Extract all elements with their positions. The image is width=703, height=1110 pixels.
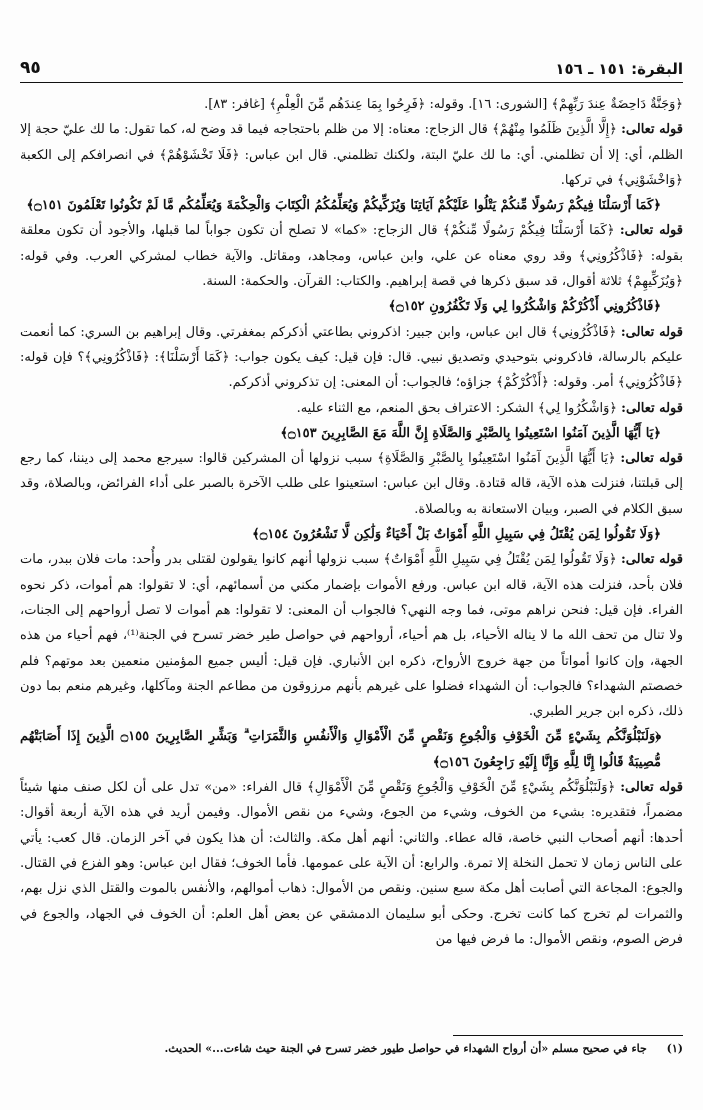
paragraph-text: ﴿وَلَنَبْلُوَنَّكُم بِشَيْءٍ مِّنَ الْخَوْفِ وَالْجُوعِ وَنَقْصٍ مِّنَ الْأَمْوَالِ﴾ قال الفراء: «من» تدل على أن لكل صنف منها شيئاً مضمراً، فتقديره: بشيء من الخوف، وشيء من الجوع، وشيء من نقص الأموال. وفيمن أريد في هذه الآية أربعة أقوال: أحدها: أنهم أصحاب النبي خاصة، قاله عطاء. والثاني: أنهم أهل مكة. والثالث: أن هذا يكون في آخر الزمان. قال كعب: يأتي على الناس زمان لا تحمل النخلة إلا تمرة. والرابع: أن الآية على عمومها. فأما الخوف؛ فقال ابن عباس: وهو الفزع في القتال. والجوع: المجاعة التي أصابت أهل مكة سبع سنين. ونقص من الأموال: ذهاب أموالهم، والأنفس بالموت والقتل الذي نزل بهم، والثمرات لم تخرج كما كانت تخرج. وحكى أبو سليمان الدمشقي عن بعض أهل العلم: أن الخوف في الجهاد، والجوع في فرض الصوم، ونقص الأموال: ما فرض فيها من <box>20 780 683 947</box>
paragraph-lead: قوله تعالى: <box>620 552 683 568</box>
footnote <box>20 1040 683 1058</box>
commentary-paragraph <box>20 547 683 724</box>
paragraph-text: ﴿وَاشْكُرُوا لِي﴾ الشكر: الاعتراف بحق المنعم، مع الثناء عليه. <box>296 400 618 416</box>
paragraph-text: ﴿فَاذْكُرُونِي﴾ قال ابن عباس، وابن جبير: اذكروني بطاعتي أذكركم بمغفرتي. وقال إبراهيم بن السري: كما أنعمت عليكم بالرسالة، فاذكروني بتوحيدي وتصديق نبيي. قال: فإن قيل: كيف يكون جواب: ﴿كَمَا أَرْسَلْنَا﴾: ﴿فَاذْكُرُونِي﴾؟ فإن قوله: ﴿فَاذْكُرُونِي﴾ أمر. وقوله: ﴿أَذْكُرْكُمْ﴾ جزاؤه؛ فالجواب: أن المعنى: إن تذكروني أذكركم. <box>20 324 683 391</box>
commentary-paragraph <box>20 92 683 117</box>
paragraph-text: ﴿وَجَنَّةٌ دَاحِضَةٌ عِندَ رَبِّهِمْ﴾ [الشورى: ١٦]. وقوله: ﴿فَرِحُوا بِمَا عِندَهُم مِّنَ الْعِلْمِ﴾ [غافر: ٨٣]. <box>204 97 683 112</box>
footnote-divider <box>453 1035 683 1036</box>
commentary-paragraph <box>20 775 683 952</box>
paragraph-lead: قوله تعالى: <box>620 451 683 467</box>
paragraph-lead: قوله تعالى: <box>621 400 683 416</box>
footnote-marker: (١) <box>666 1042 683 1055</box>
footnote-text: جاء في صحيح مسلم «أن أرواح الشهداء في حواصل طيور خضر تسرح في الجنة حيث شاءت...» الحديث. <box>164 1042 647 1055</box>
commentary-paragraph <box>20 396 683 421</box>
page-header <box>20 60 683 83</box>
page-body <box>20 92 683 1012</box>
commentary-paragraph <box>20 320 683 396</box>
paragraph-lead: قوله تعالى: <box>621 122 683 138</box>
chapter-title: البقرة: ١٥١ ـ ١٥٦ <box>555 60 683 78</box>
paragraph-lead: قوله تعالى: <box>620 324 683 340</box>
commentary-paragraph <box>20 446 683 522</box>
quran-verse: ﴿وَلَا تَقُولُوا لِمَن يُقْتَلُ فِي سَبِيلِ اللَّهِ أَمْوَاتٌ بَلْ أَحْيَاءٌ وَلَٰكِن لَّا تَشْعُرُونَ ۝١٥٤﴾ <box>252 527 661 543</box>
quran-verse: ﴿يَا أَيُّهَا الَّذِينَ آمَنُوا اسْتَعِينُوا بِالصَّبْرِ وَالصَّلَاةِ إِنَّ اللَّهَ مَعَ الصَّابِرِينَ ۝١٥٣﴾ <box>280 425 661 441</box>
paragraph-text: ﴿وَلَا تَقُولُوا لِمَن يُقْتَلُ فِي سَبِيلِ اللَّهِ أَمْوَاتٌ﴾ سبب نزولها أنهم كانوا يقولون لقتلى بدر وأُحد: مات فلان ببدر، مات فلان بأحد، فنزلت هذه الآية، قاله ابن عباس. ورفع الأموات بإضمار مكني من أسمائهم، أي: لا تقولوا: هم أموات، ذكر نحوه الفراء. فإن قيل: فنحن نراهم موتى، فما وجه النهي؟ فالجواب أن المعنى: لا تقولوا: هم أموات لا تصل أرواحهم إلى الجنات، ولا تنال من تحف الله ما لا يناله الأحياء، بل هم أحياء، أرواحهم في حواصل طير خضر تسرح في الجنة⁽¹⁾، فهم أحياء من هذه الجهة، وإن كانوا أمواتاً من جهة خروج الأرواح، ذكره ابن الأنباري. فإن قيل: أليس جميع المؤمنين منعمين بعد موتهم؟ فلم خصصتم الشهداء؟ فالجواب: أن الشهداء فضلوا على غيرهم بأنهم مرزوقون من مطاعم الجنة ومآكلها، وغيرهم منعم بما دون ذلك، ذكره ابن جرير الطبري. <box>20 552 683 720</box>
commentary-paragraph <box>20 117 683 193</box>
paragraph-lead: قوله تعالى: <box>619 223 683 239</box>
page-number: ٩٥ <box>20 58 41 78</box>
quran-verse: ﴿كَمَا أَرْسَلْنَا فِيكُمْ رَسُولًا مِّنكُمْ يَتْلُوا عَلَيْكُمْ آيَاتِنَا وَيُزَكِّيكُمْ وَيُعَلِّمُكُمُ الْكِتَابَ وَالْحِكْمَةَ وَيُعَلِّمُكُم مَّا لَمْ تَكُونُوا تَعْلَمُونَ ۝١٥١﴾ <box>26 198 661 214</box>
commentary-paragraph <box>20 218 683 294</box>
paragraph-text: ﴿كَمَا أَرْسَلْنَا فِيكُمْ رَسُولًا مِّنكُمْ﴾ قال الزجاج: «كما» لا تصلح أن تكون جواباً لما قبلها، والأجود أن تكون معلقة بقوله: ﴿فَاذْكُرُونِي﴾ وقد روي معناه عن علي، وابن عباس، ومجاهد، ومقاتل. والآية خطاب لمشركي العرب. وفي قوله: ﴿وَيُزَكِّيهِمْ﴾ ثلاثة أقوال، قد سبق ذكرها في قصة إبراهيم. والكتاب: القرآن. والحكمة: السنة. <box>20 223 683 290</box>
paragraph-text: ﴿يَا أَيُّهَا الَّذِينَ آمَنُوا اسْتَعِينُوا بِالصَّبْرِ وَالصَّلَاةِ﴾ سبب نزولها أن المشركين قالوا: سيرجع محمد إلى ديننا، كما رجع إلى قبلتنا، فنزلت هذه الآية، قاله قتادة. وقال ابن عباس: استعينوا على طلب الآخرة بالصبر على أداء الفرائض، وبالصلاة، وقد سبق الكلام في الصبر، وبيان الاستعانة به وبالصلاة. <box>20 451 683 517</box>
quran-verse: ﴿فَاذْكُرُونِي أَذْكُرْكُمْ وَاشْكُرُوا لِي وَلَا تَكْفُرُونِ ۝١٥٢﴾ <box>388 299 661 315</box>
paragraph-lead: قوله تعالى: <box>620 780 683 796</box>
paragraph-text: ﴿إِلَّا الَّذِينَ ظَلَمُوا مِنْهُمْ﴾ قال الزجاج: معناه: إلا من ظلم باحتجاجه فيما قد وضح له، كما تقول: ما لك عليّ حجة إلا الظلم، أي: إلا أن تظلمني. أي: ما لك عليّ البتة، ولكنك تظلمني. قال ابن عباس: ﴿فَلَا تَخْشَوْهُمْ﴾ في انصرافكم إلى الكعبة ﴿وَاخْشَوْنِي﴾ في تركها. <box>20 122 683 188</box>
quran-verse: ﴿وَلَنَبْلُوَنَّكُم بِشَيْءٍ مِّنَ الْخَوْفِ وَالْجُوعِ وَنَقْصٍ مِّنَ الْأَمْوَالِ وَالْأَنفُسِ وَالثَّمَرَاتِ ۗ وَبَشِّرِ الصَّابِرِينَ ۝١٥٥ الَّذِينَ إِذَا أَصَابَتْهُم مُّصِيبَةٌ قَالُوا إِنَّا لِلَّهِ وَإِنَّا إِلَيْهِ رَاجِعُونَ ۝١٥٦﴾ <box>20 729 661 770</box>
